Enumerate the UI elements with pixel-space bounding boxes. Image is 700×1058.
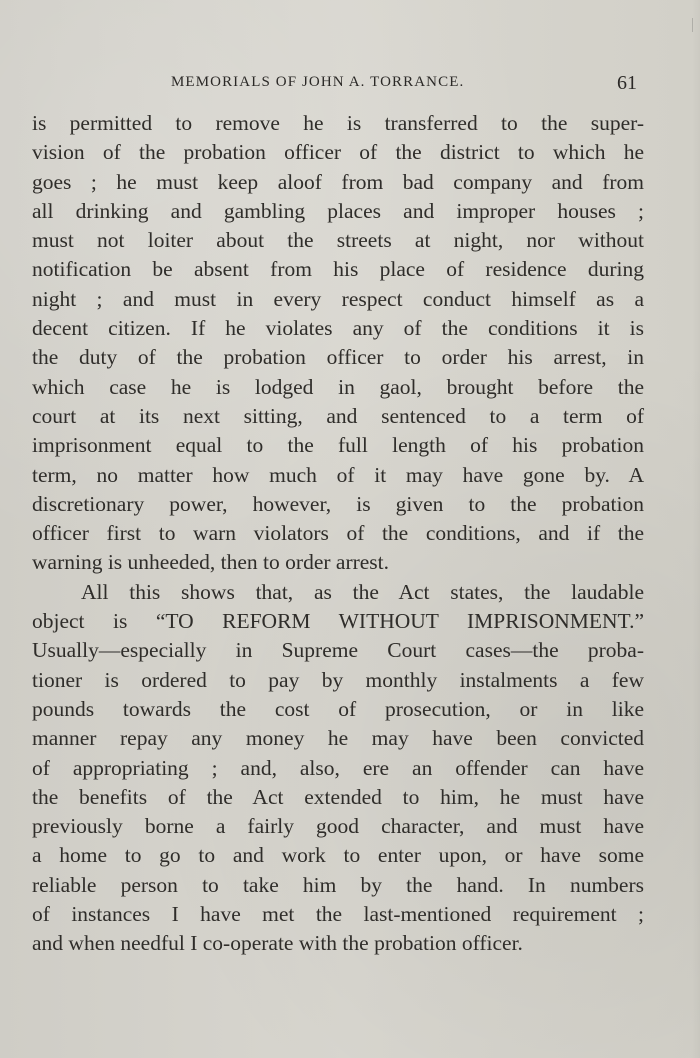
text-line: reliable person to take him by the hand. In numbers: [32, 872, 644, 897]
text-line: which case he is lodged in gaol, brought before the: [32, 374, 644, 399]
body-text: [32, 109, 644, 959]
text-line: object is “TO REFORM WITHOUT IMPRISONMENT.”: [32, 609, 644, 634]
text-line: the duty of the probation officer to order his arrest, in: [32, 345, 644, 370]
text-line: is permitted to remove he is transferred to the super-: [32, 111, 644, 135]
text-line: discretionary power, however, is given to the probation: [32, 491, 644, 516]
running-title: MEMORIALS OF JOHN A. TORRANCE.: [171, 74, 465, 90]
text-line: the benefits of the Act extended to him, he must have: [32, 784, 644, 809]
text-line: previously borne a fairly good character, and must have: [32, 814, 644, 839]
page-number: 61: [617, 72, 637, 94]
text-line: night ; and must in every respect conduct himself as a: [32, 286, 644, 311]
text-line: pounds towards the cost of prosecution, or in like: [32, 696, 644, 721]
text-line: imprisonment equal to the full length of his probation: [32, 433, 644, 458]
page-header: [171, 74, 637, 98]
text-line: a home to go to and work to enter upon, or have some: [32, 843, 644, 868]
page-edge-shadow: [692, 0, 700, 1058]
text-line: all drinking and gambling places and improper houses ;: [32, 198, 644, 223]
text-line: warning is unheeded, then to order arrest.: [32, 550, 390, 575]
text-line: and when needful I co-operate with the probation officer.: [32, 931, 523, 956]
text-line: tioner is ordered to pay by monthly instalments a few: [32, 667, 644, 692]
text-line: decent citizen. If he violates any of the conditions it is: [32, 316, 644, 341]
paragraph-first-line: All this shows that, as the Act states, the laudable: [81, 579, 644, 604]
text-line: goes ; he must keep aloof from bad company and from: [32, 169, 644, 194]
text-line: of appropriating ; and, also, ere an offender can have: [32, 755, 644, 780]
text-line: vision of the probation officer of the district to which he: [32, 140, 644, 165]
text-line: officer first to warn violators of the conditions, and if the: [32, 521, 644, 546]
text-line: must not loiter about the streets at night, nor without: [32, 228, 644, 253]
text-line: Usually—especially in Supreme Court cases—the proba-: [32, 638, 644, 663]
text-line: manner repay any money he may have been convicted: [32, 726, 644, 751]
text-line: term, no matter how much of it may have gone by. A: [32, 462, 644, 487]
text-line: of instances I have met the last-mentioned requirement ;: [32, 902, 644, 927]
text-line: court at its next sitting, and sentenced to a term of: [32, 403, 644, 428]
text-line: notification be absent from his place of residence during: [32, 257, 644, 282]
